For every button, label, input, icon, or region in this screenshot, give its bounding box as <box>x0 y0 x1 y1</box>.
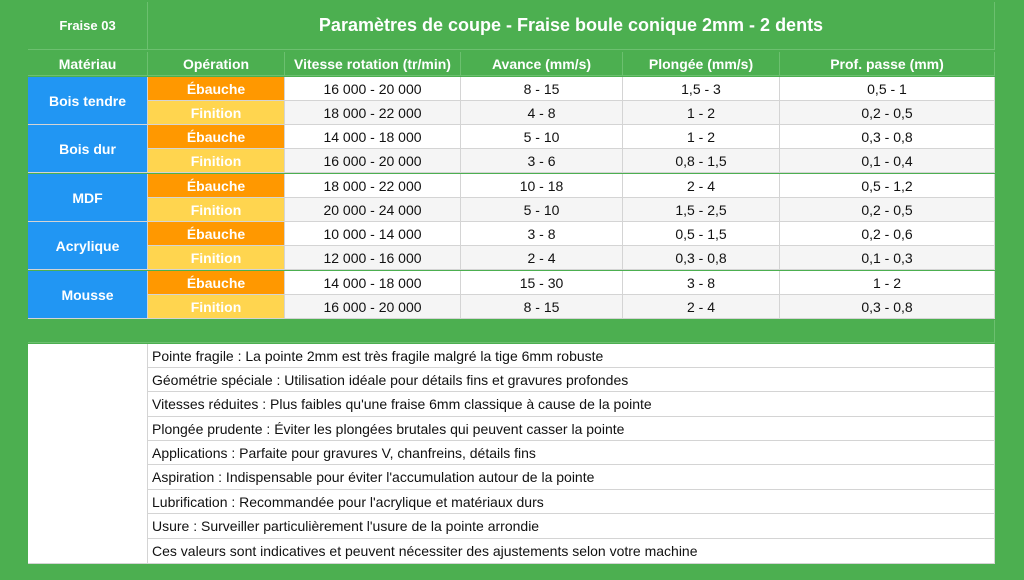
feed-cell: 8 - 15 <box>461 77 623 101</box>
note-row: Plongée prudente : Éviter les plongées brutales qui peuvent casser la pointe <box>148 417 995 441</box>
depth-cell: 0,5 - 1,2 <box>780 174 995 198</box>
note-row: Géométrie spéciale : Utilisation idéale pour détails fins et gravures profondes <box>148 368 995 392</box>
feed-cell: 2 - 4 <box>461 246 623 270</box>
operation-cell: Finition <box>148 198 285 222</box>
speed-cell: 16 000 - 20 000 <box>285 149 461 173</box>
speed-cell: 14 000 - 18 000 <box>285 125 461 149</box>
note-row: Aspiration : Indispensable pour éviter l'accumulation autour de la pointe <box>148 465 995 490</box>
header-feed: Avance (mm/s) <box>461 52 623 76</box>
speed-cell: 10 000 - 14 000 <box>285 222 461 246</box>
sheet-title: Paramètres de coupe - Fraise boule conique 2mm - 2 dents <box>148 2 995 50</box>
speed-cell: 12 000 - 16 000 <box>285 246 461 270</box>
feed-cell: 5 - 10 <box>461 125 623 149</box>
depth-cell: 0,2 - 0,6 <box>780 222 995 246</box>
plunge-cell: 0,8 - 1,5 <box>623 149 780 173</box>
depth-cell: 0,3 - 0,8 <box>780 125 995 149</box>
material-cell: Mousse <box>28 271 148 319</box>
header-depth: Prof. passe (mm) <box>780 52 995 76</box>
plunge-cell: 0,3 - 0,8 <box>623 246 780 270</box>
plunge-cell: 1 - 2 <box>623 101 780 125</box>
operation-cell: Finition <box>148 295 285 319</box>
notes-left-column <box>28 344 148 564</box>
plunge-cell: 3 - 8 <box>623 271 780 295</box>
feed-cell: 3 - 6 <box>461 149 623 173</box>
feed-cell: 10 - 18 <box>461 174 623 198</box>
feed-cell: 8 - 15 <box>461 295 623 319</box>
spacer-row <box>28 320 995 343</box>
plunge-cell: 1,5 - 2,5 <box>623 198 780 222</box>
speed-cell: 20 000 - 24 000 <box>285 198 461 222</box>
depth-cell: 0,1 - 0,4 <box>780 149 995 173</box>
operation-cell: Ébauche <box>148 174 285 198</box>
sheet-tag: Fraise 03 <box>28 2 148 50</box>
operation-cell: Finition <box>148 246 285 270</box>
feed-cell: 15 - 30 <box>461 271 623 295</box>
depth-cell: 0,2 - 0,5 <box>780 101 995 125</box>
depth-cell: 0,3 - 0,8 <box>780 295 995 319</box>
plunge-cell: 2 - 4 <box>623 295 780 319</box>
speed-cell: 16 000 - 20 000 <box>285 295 461 319</box>
depth-cell: 0,5 - 1 <box>780 77 995 101</box>
feed-cell: 3 - 8 <box>461 222 623 246</box>
header-plunge: Plongée (mm/s) <box>623 52 780 76</box>
feed-cell: 5 - 10 <box>461 198 623 222</box>
operation-cell: Ébauche <box>148 125 285 149</box>
material-cell: Acrylique <box>28 222 148 270</box>
depth-cell: 1 - 2 <box>780 271 995 295</box>
operation-cell: Finition <box>148 101 285 125</box>
operation-cell: Ébauche <box>148 222 285 246</box>
header-speed: Vitesse rotation (tr/min) <box>285 52 461 76</box>
plunge-cell: 1,5 - 3 <box>623 77 780 101</box>
header-operation: Opération <box>148 52 285 76</box>
plunge-cell: 2 - 4 <box>623 174 780 198</box>
material-cell: Bois tendre <box>28 77 148 125</box>
note-row: Pointe fragile : La pointe 2mm est très fragile malgré la tige 6mm robuste <box>148 344 995 368</box>
plunge-cell: 1 - 2 <box>623 125 780 149</box>
material-cell: MDF <box>28 174 148 222</box>
speed-cell: 16 000 - 20 000 <box>285 77 461 101</box>
depth-cell: 0,1 - 0,3 <box>780 246 995 270</box>
speed-cell: 18 000 - 22 000 <box>285 101 461 125</box>
note-row: Ces valeurs sont indicatives et peuvent nécessiter des ajustements selon votre machine <box>148 539 995 564</box>
speed-cell: 18 000 - 22 000 <box>285 174 461 198</box>
plunge-cell: 0,5 - 1,5 <box>623 222 780 246</box>
note-row: Applications : Parfaite pour gravures V, chanfreins, détails fins <box>148 441 995 465</box>
note-row: Vitesses réduites : Plus faibles qu'une fraise 6mm classique à cause de la pointe <box>148 392 995 417</box>
operation-cell: Ébauche <box>148 77 285 101</box>
note-row: Usure : Surveiller particulièrement l'usure de la pointe arrondie <box>148 514 995 539</box>
header-material: Matériau <box>28 52 148 76</box>
depth-cell: 0,2 - 0,5 <box>780 198 995 222</box>
operation-cell: Finition <box>148 149 285 173</box>
material-cell: Bois dur <box>28 125 148 173</box>
note-row: Lubrification : Recommandée pour l'acrylique et matériaux durs <box>148 490 995 514</box>
feed-cell: 4 - 8 <box>461 101 623 125</box>
operation-cell: Ébauche <box>148 271 285 295</box>
speed-cell: 14 000 - 18 000 <box>285 271 461 295</box>
